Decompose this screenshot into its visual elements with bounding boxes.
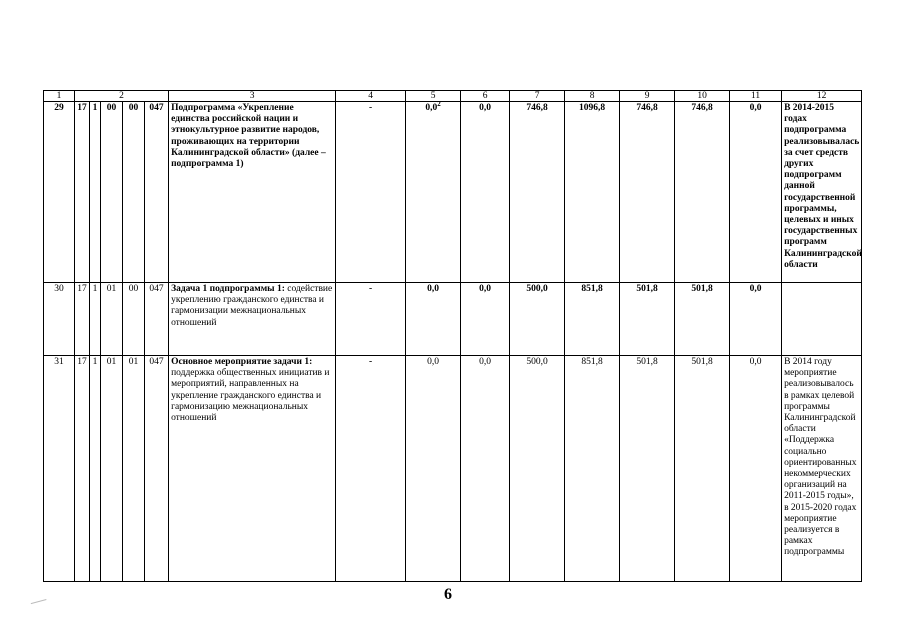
- page-number: 6: [444, 586, 452, 603]
- note-cell: [782, 283, 862, 356]
- note-cell: В 2014-2015 годах подпрограмма реализовывалась за счет средств других подпрограмм данной государственной программы, целевых и иных государственных программ Калининградской области: [782, 102, 862, 283]
- code-cell: 01: [101, 283, 123, 356]
- value-cell: -: [336, 283, 406, 356]
- header-col-7: 7: [510, 91, 565, 102]
- value-cell: 746,8: [620, 102, 675, 283]
- code-cell: 00: [123, 102, 145, 283]
- code-cell: 17: [75, 102, 90, 283]
- value-cell: [406, 99, 461, 283]
- header-row: [44, 91, 862, 102]
- name-cell: [169, 283, 336, 356]
- code-cell: 01: [123, 356, 145, 582]
- header-col-12: 12: [782, 91, 862, 102]
- program-table: [43, 90, 862, 582]
- name-bold: Задача 1 подпрограммы 1:: [171, 284, 285, 294]
- value-cell: 501,8: [620, 283, 675, 356]
- footnote-mark: 2: [437, 99, 441, 108]
- code-cell: 1: [90, 283, 101, 356]
- value-cell: 0,0: [406, 356, 461, 582]
- value-cell: 0,0: [730, 102, 782, 283]
- header-col-4: 4: [336, 91, 406, 102]
- value-text: 0,0: [425, 103, 438, 113]
- header-col-9: 9: [620, 91, 675, 102]
- value-cell: 0,0: [461, 283, 510, 356]
- value-cell: 0,0: [406, 283, 461, 356]
- value-cell: -: [336, 356, 406, 582]
- value-cell: 746,8: [675, 102, 730, 283]
- table-row: [44, 102, 862, 283]
- scan-mark: [31, 599, 47, 607]
- code-cell: 00: [101, 102, 123, 283]
- value-cell: 746,8: [510, 102, 565, 283]
- code-cell: 1: [90, 356, 101, 582]
- header-col-10: 10: [675, 91, 730, 102]
- header-col-2: 2: [75, 91, 169, 102]
- value-cell: 501,8: [675, 283, 730, 356]
- code-cell: 047: [145, 283, 169, 356]
- code-cell: 1: [90, 102, 101, 283]
- row-number: 29: [44, 102, 75, 283]
- row-number: 30: [44, 283, 75, 356]
- note-cell: В 2014 году мероприятие реализовывалось в рамках целевой программы Калининградской области «Поддержка социально ориентированных некоммерческих организаций на 2011-2015 годы», в 2015-2020 годах мероприятие реализуется в рамках подпрограммы: [782, 356, 862, 582]
- name-cell: [169, 102, 336, 283]
- header-col-8: 8: [565, 91, 620, 102]
- table-row: [44, 356, 862, 582]
- code-cell: 17: [75, 283, 90, 356]
- name-cell: [169, 356, 336, 582]
- value-cell: 1096,8: [565, 102, 620, 283]
- value-cell: 501,8: [620, 356, 675, 582]
- value-cell: 851,8: [565, 356, 620, 582]
- row-number: 31: [44, 356, 75, 582]
- header-col-5: 5: [406, 91, 461, 102]
- value-cell: 500,0: [510, 356, 565, 582]
- name-bold: Подпрограмма «Укрепление единства российской нации и этнокультурное развитие народов, проживающих на территории Калининградской области» (далее – подпрограмма 1): [171, 103, 326, 170]
- code-cell: 047: [145, 102, 169, 283]
- code-cell: 047: [145, 356, 169, 582]
- code-cell: 17: [75, 356, 90, 582]
- name-rest: поддержка общественных инициатив и мероприятий, направленных на укрепление гражданского единства и гармонизацию межнациональных отношений: [171, 368, 330, 424]
- header-col-3: 3: [169, 91, 336, 102]
- value-cell: -: [336, 102, 406, 283]
- value-cell: 0,0: [730, 356, 782, 582]
- value-cell: 0,0: [730, 283, 782, 356]
- value-cell: 500,0: [510, 283, 565, 356]
- header-col-1: 1: [44, 91, 75, 102]
- value-cell: 501,8: [675, 356, 730, 582]
- value-cell: 0,0: [461, 102, 510, 283]
- value-cell: 0,0: [461, 356, 510, 582]
- code-cell: 01: [101, 356, 123, 582]
- name-rest: содействие укреплению гражданского единства и гармонизации межнациональных отношений: [171, 284, 333, 328]
- name-bold: Основное мероприятие задачи 1:: [171, 357, 313, 367]
- code-cell: 00: [123, 283, 145, 356]
- header-col-6: 6: [461, 91, 510, 102]
- header-col-11: 11: [730, 91, 782, 102]
- table-row: [44, 283, 862, 356]
- value-cell: 851,8: [565, 283, 620, 356]
